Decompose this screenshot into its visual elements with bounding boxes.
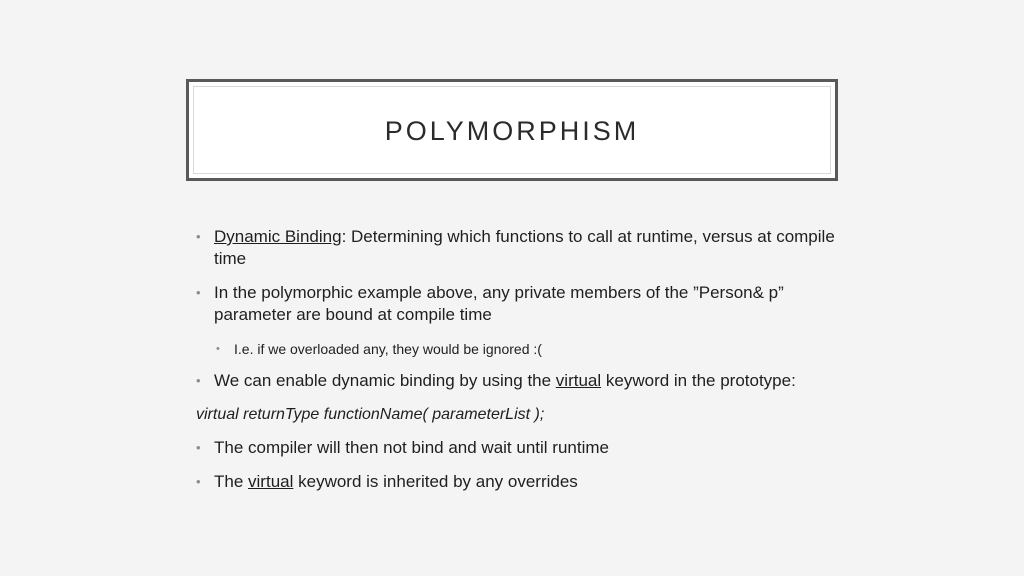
term-underlined: Dynamic Binding <box>214 227 342 246</box>
keyword-underlined: virtual <box>248 472 294 491</box>
bullet-text: In the polymorphic example above, any private members of the ”Person& p” parameter are bound at compile time <box>214 283 784 324</box>
bullet-text-before: The <box>214 472 249 491</box>
title-box <box>186 79 838 181</box>
bullet-icon: • <box>196 440 201 455</box>
slide-title: POLYMORPHISM <box>384 115 640 146</box>
bullet-icon: • <box>196 474 201 489</box>
bullet-text-after: keyword in the prototype: <box>601 371 796 390</box>
code-text: virtual returnType functionName( parameterList ); <box>196 406 545 423</box>
bullet-text-before: We can enable dynamic binding by using the <box>214 371 556 390</box>
slide-content <box>196 226 836 505</box>
bullet-item <box>196 437 836 459</box>
bullet-icon: • <box>196 229 201 244</box>
sub-bullet-item <box>196 338 836 360</box>
bullet-text: The compiler will then not bind and wait until runtime <box>214 438 609 457</box>
bullet-text-after: keyword is inherited by any overrides <box>293 472 578 491</box>
keyword-underlined: virtual <box>555 371 602 390</box>
bullet-text: : Determining which functions to call at runtime, versus at compile time <box>214 227 835 268</box>
bullet-item <box>196 370 836 392</box>
bullet-icon: • <box>196 373 201 388</box>
bullet-text: I.e. if we overloaded any, they would be ignored :( <box>234 341 542 357</box>
code-line <box>196 404 836 426</box>
bullet-icon: • <box>196 285 201 300</box>
bullet-item <box>196 471 836 493</box>
bullet-item <box>196 282 836 326</box>
bullet-icon: • <box>216 343 220 355</box>
bullet-item <box>196 226 836 270</box>
